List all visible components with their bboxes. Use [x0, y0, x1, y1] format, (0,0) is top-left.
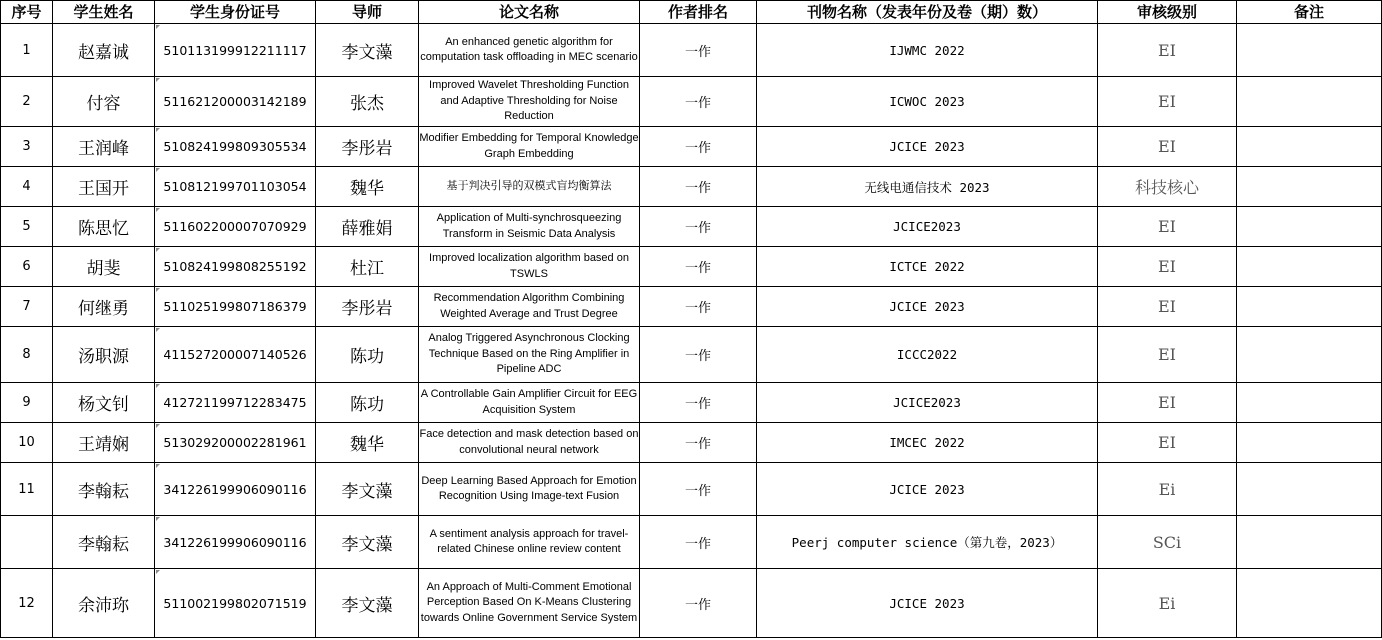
- cell-author-rank[interactable]: 一作: [640, 207, 757, 247]
- table-row: [1, 327, 1382, 383]
- table-row: [1, 77, 1382, 127]
- cell-student-name[interactable]: 余沛珎: [53, 569, 155, 638]
- cell-student-id[interactable]: 412721199712283475: [155, 383, 316, 423]
- cell-author-rank[interactable]: 一作: [640, 24, 757, 77]
- cell-student-name[interactable]: 李翰耘: [53, 463, 155, 516]
- cell-student-name[interactable]: 陈思忆: [53, 207, 155, 247]
- cell-review-level[interactable]: Ei: [1098, 569, 1237, 638]
- cell-student-name[interactable]: 李翰耘: [53, 516, 155, 569]
- table-row: [1, 423, 1382, 463]
- cell-no[interactable]: 9: [1, 383, 53, 423]
- cell-review-level[interactable]: EI: [1098, 24, 1237, 77]
- header-author-rank[interactable]: 作者排名: [640, 1, 757, 24]
- cell-author-rank[interactable]: 一作: [640, 423, 757, 463]
- cell-author-rank[interactable]: 一作: [640, 287, 757, 327]
- header-no[interactable]: 序号: [1, 1, 53, 24]
- header-student-id[interactable]: 学生身份证号: [155, 1, 316, 24]
- cell-paper-title[interactable]: Recommendation Algorithm Combining Weighted Average and Trust Degree: [419, 287, 640, 327]
- cell-journal[interactable]: JCICE2023: [757, 383, 1098, 423]
- cell-student-id[interactable]: 510812199701103054: [155, 167, 316, 207]
- cell-advisor[interactable]: 李文藻: [316, 516, 419, 569]
- cell-paper-title[interactable]: A sentiment analysis approach for travel-related Chinese online review content: [419, 516, 640, 569]
- cell-review-level[interactable]: EI: [1098, 423, 1237, 463]
- table-row: [1, 516, 1382, 569]
- header-paper-title[interactable]: 论文名称: [419, 1, 640, 24]
- cell-student-id[interactable]: 513029200002281961: [155, 423, 316, 463]
- cell-paper-title[interactable]: Improved Wavelet Thresholding Function and Adaptive Thresholding for Noise Reduction: [419, 77, 640, 127]
- cell-student-name[interactable]: 汤职源: [53, 327, 155, 383]
- cell-notes[interactable]: [1237, 463, 1382, 516]
- cell-no[interactable]: 2: [1, 77, 53, 127]
- cell-advisor[interactable]: 陈功: [316, 327, 419, 383]
- cell-student-name[interactable]: 付容: [53, 77, 155, 127]
- cell-student-id[interactable]: 511025199807186379: [155, 287, 316, 327]
- cell-notes[interactable]: [1237, 383, 1382, 423]
- cell-review-level[interactable]: Ei: [1098, 463, 1237, 516]
- table-row: [1, 287, 1382, 327]
- cell-journal[interactable]: JCICE2023: [757, 207, 1098, 247]
- header-notes[interactable]: 备注: [1237, 1, 1382, 24]
- cell-student-id[interactable]: 511002199802071519: [155, 569, 316, 638]
- cell-student-id[interactable]: 510824199809305534: [155, 127, 316, 167]
- cell-student-name[interactable]: 王润峰: [53, 127, 155, 167]
- cell-review-level[interactable]: EI: [1098, 287, 1237, 327]
- cell-student-id[interactable]: 341226199906090116: [155, 463, 316, 516]
- cell-no[interactable]: 4: [1, 167, 53, 207]
- cell-notes[interactable]: [1237, 569, 1382, 638]
- cell-notes[interactable]: [1237, 327, 1382, 383]
- cell-author-rank[interactable]: 一作: [640, 247, 757, 287]
- cell-paper-title[interactable]: A Controllable Gain Amplifier Circuit for EEG Acquisition System: [419, 383, 640, 423]
- cell-no[interactable]: [1, 516, 53, 569]
- cell-advisor[interactable]: 李文藻: [316, 463, 419, 516]
- cell-notes[interactable]: [1237, 24, 1382, 77]
- cell-advisor[interactable]: 李彤岩: [316, 127, 419, 167]
- cell-notes[interactable]: [1237, 247, 1382, 287]
- cell-paper-title[interactable]: Analog Triggered Asynchronous Clocking Technique Based on the Ring Amplifier in Pipeline ADC: [419, 327, 640, 383]
- cell-journal[interactable]: JCICE 2023: [757, 463, 1098, 516]
- cell-journal[interactable]: ICWOC 2023: [757, 77, 1098, 127]
- header-row: [1, 1, 1382, 24]
- cell-journal[interactable]: ICCC2022: [757, 327, 1098, 383]
- cell-journal[interactable]: ICTCE 2022: [757, 247, 1098, 287]
- cell-paper-title[interactable]: 基于判决引导的双模式盲均衡算法: [419, 167, 640, 207]
- cell-advisor[interactable]: 李彤岩: [316, 287, 419, 327]
- header-advisor[interactable]: 导师: [316, 1, 419, 24]
- cell-notes[interactable]: [1237, 207, 1382, 247]
- cell-student-id[interactable]: 411527200007140526: [155, 327, 316, 383]
- cell-student-id[interactable]: 511602200007070929: [155, 207, 316, 247]
- table-row: [1, 24, 1382, 77]
- cell-no[interactable]: 6: [1, 247, 53, 287]
- cell-no[interactable]: 1: [1, 24, 53, 77]
- table-row: [1, 247, 1382, 287]
- cell-student-name[interactable]: 王靖娴: [53, 423, 155, 463]
- cell-advisor[interactable]: 李文藻: [316, 24, 419, 77]
- cell-no[interactable]: 10: [1, 423, 53, 463]
- cell-review-level[interactable]: EI: [1098, 327, 1237, 383]
- cell-review-level[interactable]: EI: [1098, 383, 1237, 423]
- cell-paper-title[interactable]: An Approach of Multi-Comment Emotional Perception Based On K-Means Clustering towards Online Government Service System: [419, 569, 640, 638]
- cell-student-name[interactable]: 赵嘉诚: [53, 24, 155, 77]
- cell-no[interactable]: 3: [1, 127, 53, 167]
- cell-student-name[interactable]: 王国开: [53, 167, 155, 207]
- cell-journal[interactable]: JCICE 2023: [757, 287, 1098, 327]
- cell-review-level[interactable]: EI: [1098, 127, 1237, 167]
- cell-review-level[interactable]: EI: [1098, 207, 1237, 247]
- cell-author-rank[interactable]: 一作: [640, 383, 757, 423]
- cell-advisor[interactable]: 薛雅娟: [316, 207, 419, 247]
- header-journal[interactable]: 刊物名称（发表年份及卷（期）数）: [757, 1, 1098, 24]
- cell-journal[interactable]: IJWMC 2022: [757, 24, 1098, 77]
- cell-notes[interactable]: [1237, 77, 1382, 127]
- cell-student-name[interactable]: 胡斐: [53, 247, 155, 287]
- cell-student-name[interactable]: 杨文钊: [53, 383, 155, 423]
- table-row: [1, 167, 1382, 207]
- cell-no[interactable]: 11: [1, 463, 53, 516]
- cell-author-rank[interactable]: 一作: [640, 77, 757, 127]
- cell-journal[interactable]: 无线电通信技术 2023: [757, 167, 1098, 207]
- cell-student-id[interactable]: 511621200003142189: [155, 77, 316, 127]
- cell-student-name[interactable]: 何继勇: [53, 287, 155, 327]
- cell-student-id[interactable]: 510113199912211117: [155, 24, 316, 77]
- cell-paper-title[interactable]: Improved localization algorithm based on TSWLS: [419, 247, 640, 287]
- cell-advisor[interactable]: 李文藻: [316, 569, 419, 638]
- cell-student-id[interactable]: 510824199808255192: [155, 247, 316, 287]
- cell-author-rank[interactable]: 一作: [640, 516, 757, 569]
- cell-notes[interactable]: [1237, 423, 1382, 463]
- cell-paper-title[interactable]: Face detection and mask detection based on convolutional neural network: [419, 423, 640, 463]
- cell-paper-title[interactable]: Deep Learning Based Approach for Emotion Recognition Using Image-text Fusion: [419, 463, 640, 516]
- cell-no[interactable]: 7: [1, 287, 53, 327]
- cell-notes[interactable]: [1237, 287, 1382, 327]
- cell-advisor[interactable]: 张杰: [316, 77, 419, 127]
- table-row: [1, 127, 1382, 167]
- table-row: [1, 463, 1382, 516]
- table-row: [1, 383, 1382, 423]
- cell-journal[interactable]: IMCEC 2022: [757, 423, 1098, 463]
- cell-journal[interactable]: Peerj computer science（第九卷，2023）: [757, 516, 1098, 569]
- cell-advisor[interactable]: 陈功: [316, 383, 419, 423]
- table-row: [1, 569, 1382, 638]
- cell-review-level[interactable]: SCi: [1098, 516, 1237, 569]
- cell-no[interactable]: 12: [1, 569, 53, 638]
- cell-author-rank[interactable]: 一作: [640, 127, 757, 167]
- cell-notes[interactable]: [1237, 516, 1382, 569]
- cell-no[interactable]: 8: [1, 327, 53, 383]
- header-review-level[interactable]: 审核级别: [1098, 1, 1237, 24]
- cell-notes[interactable]: [1237, 127, 1382, 167]
- cell-no[interactable]: 5: [1, 207, 53, 247]
- cell-advisor[interactable]: 杜江: [316, 247, 419, 287]
- cell-notes[interactable]: [1237, 167, 1382, 207]
- table-row: [1, 207, 1382, 247]
- cell-review-level[interactable]: EI: [1098, 247, 1237, 287]
- cell-author-rank[interactable]: 一作: [640, 327, 757, 383]
- cell-author-rank[interactable]: 一作: [640, 569, 757, 638]
- cell-advisor[interactable]: 魏华: [316, 167, 419, 207]
- cell-paper-title[interactable]: Application of Multi-synchrosqueezing Transform in Seismic Data Analysis: [419, 207, 640, 247]
- cell-paper-title[interactable]: Modifier Embedding for Temporal Knowledge Graph Embedding: [419, 127, 640, 167]
- cell-author-rank[interactable]: 一作: [640, 167, 757, 207]
- cell-paper-title[interactable]: An enhanced genetic algorithm for computation task offloading in MEC scenario: [419, 24, 640, 77]
- cell-author-rank[interactable]: 一作: [640, 463, 757, 516]
- cell-journal[interactable]: JCICE 2023: [757, 569, 1098, 638]
- cell-journal[interactable]: JCICE 2023: [757, 127, 1098, 167]
- cell-review-level[interactable]: EI: [1098, 77, 1237, 127]
- cell-review-level[interactable]: 科技核心: [1098, 167, 1237, 207]
- header-student-name[interactable]: 学生姓名: [53, 1, 155, 24]
- cell-advisor[interactable]: 魏华: [316, 423, 419, 463]
- cell-student-id[interactable]: 341226199906090116: [155, 516, 316, 569]
